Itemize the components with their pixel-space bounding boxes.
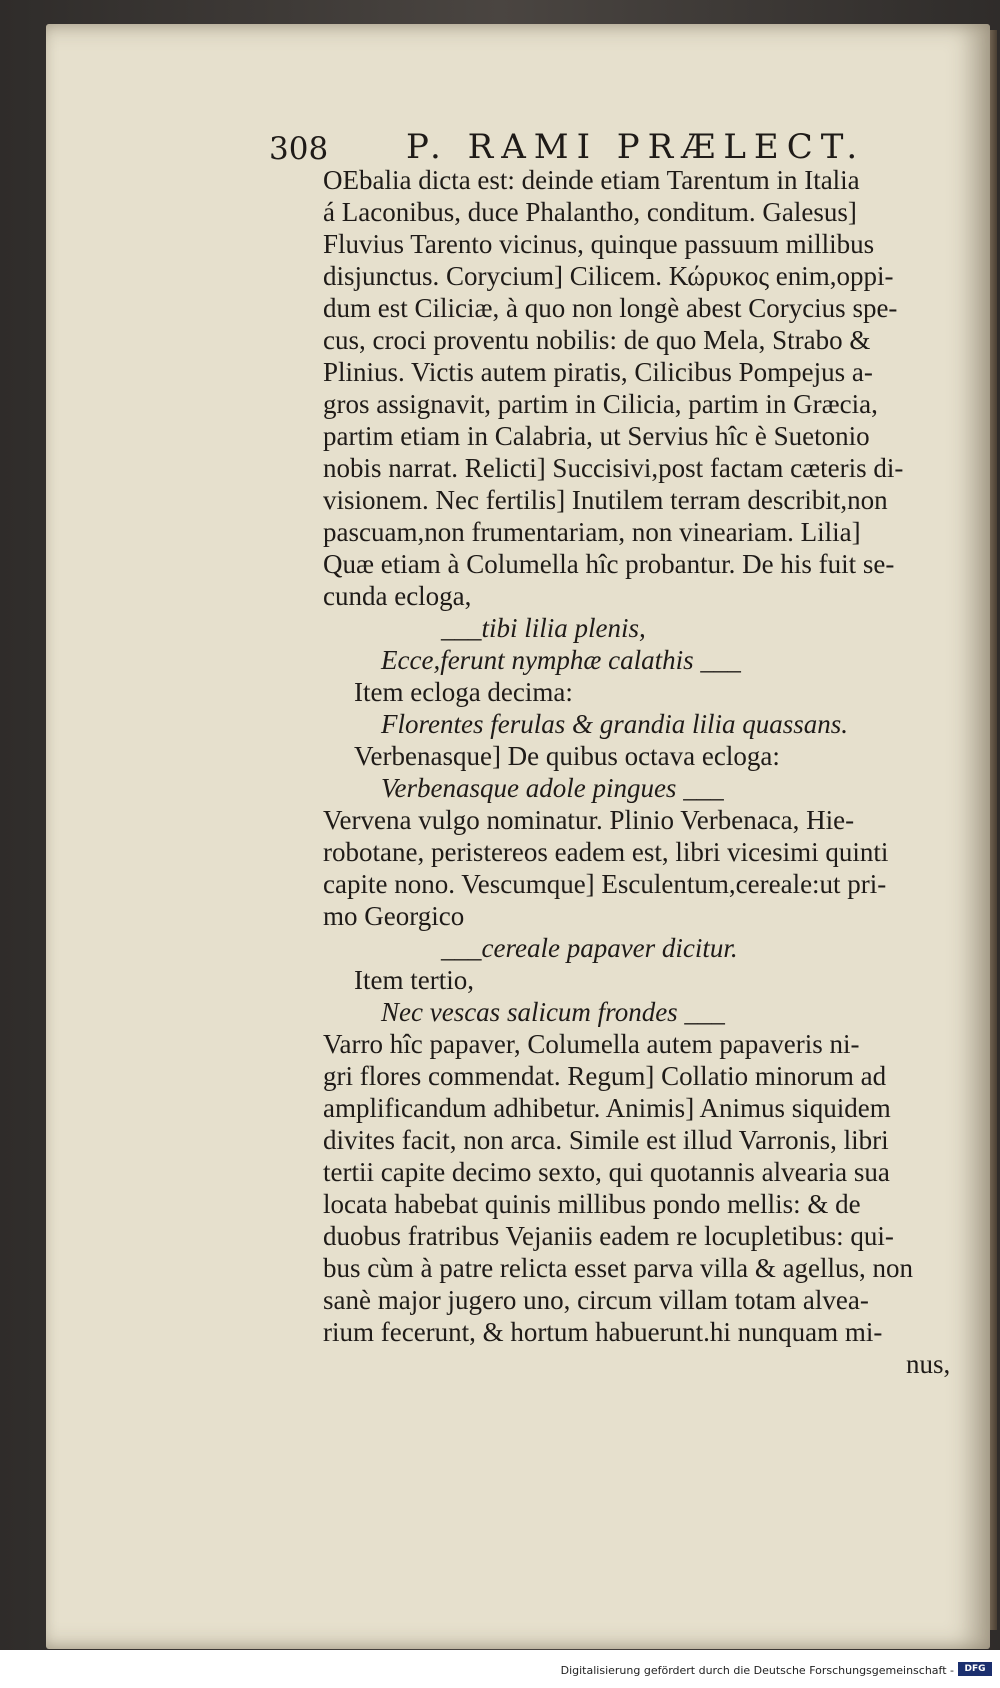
text-line: Fluvius Tarento vicinus, quinque passuum millibus — [323, 229, 875, 259]
text-line: duobus fratribus Vejaniis eadem re locupletibus: qui- — [323, 1221, 894, 1251]
text-line: Plinius. Victis autem piratis, Cilicibus Pompejus a- — [323, 357, 873, 387]
text-line: robotane, peristereos eadem est, libri vicesimi quinti — [323, 837, 889, 867]
text-line: á Laconibus, duce Phalantho, conditum. Galesus] — [323, 197, 857, 227]
text-line: gri flores commendat. Regum] Collatio minorum ad — [323, 1061, 887, 1091]
text-line: Verbenasque] De quibus octava ecloga: — [354, 741, 780, 771]
running-title: P. RAMI PRÆLECT. — [406, 127, 866, 167]
digitization-credit: Digitalisierung gefördert durch die Deutsche Forschungsgemeinschaft - — [560, 1664, 954, 1677]
dfg-logo: DFG — [958, 1662, 992, 1676]
verse-line: Florentes ferulas & grandia lilia quassans. — [381, 709, 849, 739]
text-line: visionem. Nec fertilis] Inutilem terram describit,non — [323, 485, 888, 515]
verse-line: Nec vescas salicum frondes ___ — [381, 997, 725, 1027]
page-number: 308 — [269, 131, 329, 167]
verse-line: Verbenasque adole pingues ___ — [381, 773, 724, 803]
text-line: bus cùm à patre relicta esset parva villa & agellus, non — [323, 1253, 914, 1283]
text-line: tertii capite decimo sexto, qui quotannis alvearia sua — [323, 1157, 890, 1187]
book-page — [46, 24, 990, 1649]
text-line: Varro hîc papaver, Columella autem papaveris ni- — [323, 1029, 860, 1059]
text-line: nus, — [906, 1349, 951, 1379]
text-line: dum est Ciliciæ, à quo non longè abest Corycius spe- — [323, 293, 898, 323]
text-line: mo Georgico — [323, 901, 465, 931]
text-line: pascuam,non frumentariam, non vineariam. Lilia] — [323, 517, 861, 547]
verse-line: ___tibi lilia plenis, — [441, 613, 646, 643]
text-line: partim etiam in Calabria, ut Servius hîc è Suetonio — [323, 421, 870, 451]
text-line: OEbalia dicta est: deinde etiam Tarentum in Italia — [323, 165, 860, 195]
text-line: Vervena vulgo nominatur. Plinio Verbenaca, Hie- — [323, 805, 855, 835]
verse-line: Ecce,ferunt nymphæ calathis ___ — [381, 645, 741, 675]
text-line: sanè major jugero uno, circum villam totam alvea- — [323, 1285, 869, 1315]
text-line: capite nono. Vescumque] Esculentum,cereale:ut pri- — [323, 869, 887, 899]
text-line: Item tertio, — [354, 965, 474, 995]
text-line: cunda ecloga, — [323, 581, 472, 611]
verse-line: ___cereale papaver dicitur. — [441, 933, 738, 963]
text-line: gros assignavit, partim in Cilicia, partim in Græcia, — [323, 389, 878, 419]
text-line: Quæ etiam à Columella hîc probantur. De his fuit se- — [323, 549, 895, 579]
text-line: rium fecerunt, & hortum habuerunt.hi nunquam mi- — [323, 1317, 883, 1347]
text-line: locata habebat quinis millibus pondo mellis: & de — [323, 1189, 861, 1219]
text-line: Item ecloga decima: — [354, 677, 573, 707]
text-line: divites facit, non arca. Simile est illud Varronis, libri — [323, 1125, 889, 1155]
text-line: cus, croci proventu nobilis: de quo Mela, Strabo & — [323, 325, 871, 355]
text-line: disjunctus. Corycium] Cilicem. Κώρυκος enim,oppi- — [323, 261, 894, 291]
text-line: nobis narrat. Relicti] Succisivi,post factam cæteris di- — [323, 453, 904, 483]
text-line: amplificandum adhibetur. Animis] Animus siquidem — [323, 1093, 891, 1123]
